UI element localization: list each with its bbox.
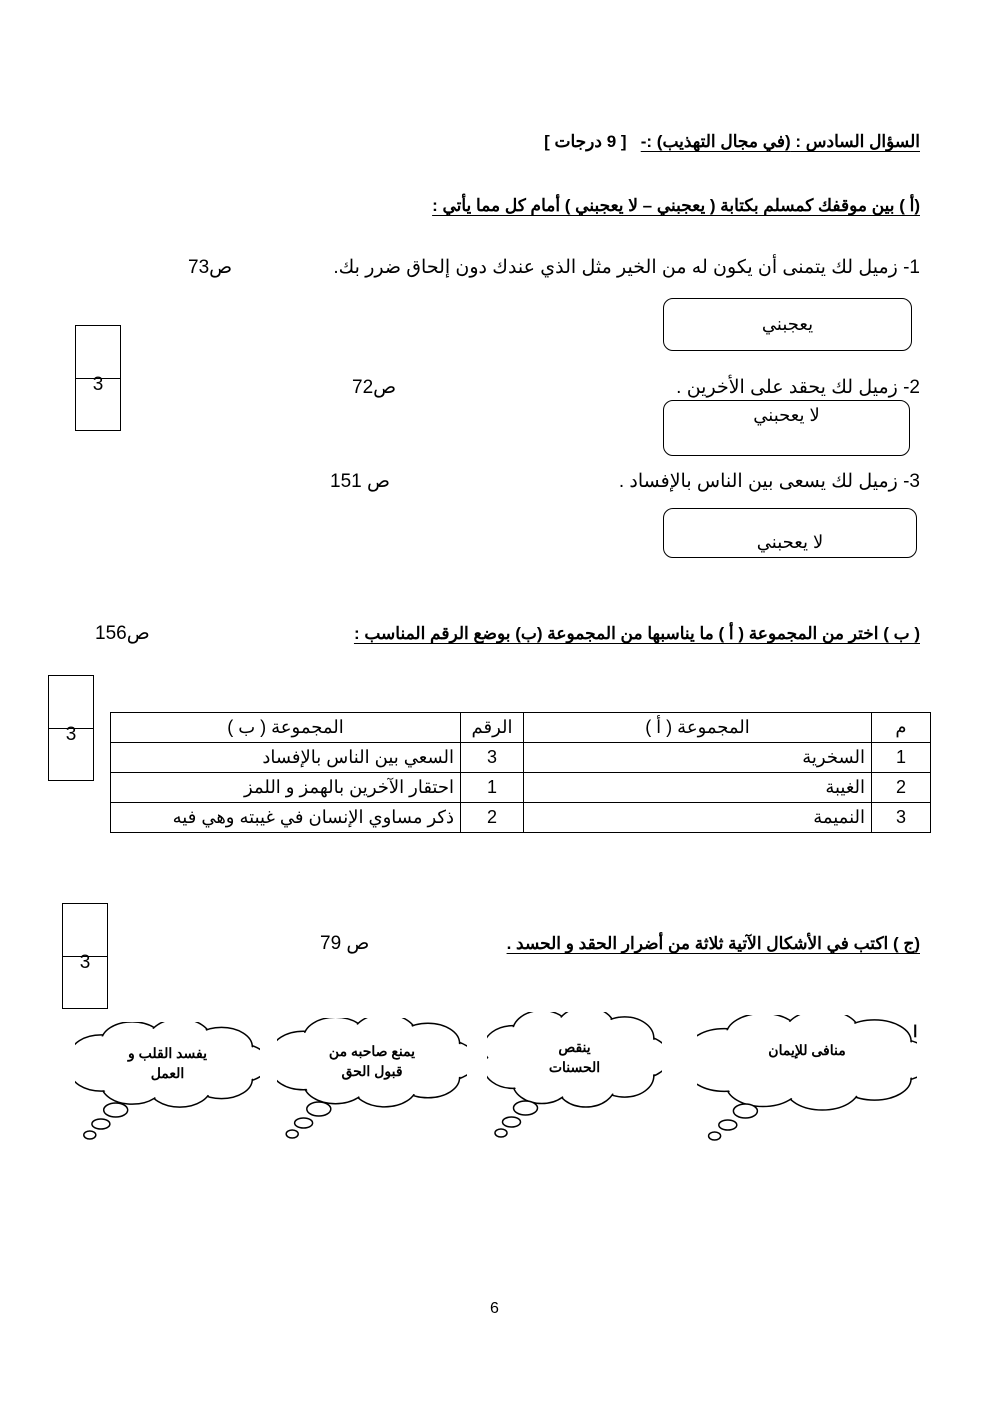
cloud-line-1: يفسد القلب و [128, 1045, 207, 1061]
header-group-a: المجموعة ( أ ) [524, 713, 872, 743]
page-number: 6 [490, 1300, 499, 1317]
cloud-line-1: منافى للإيمان [768, 1042, 846, 1058]
cloud-shape-icon [277, 1018, 467, 1143]
part-a-score-box [75, 325, 121, 431]
item-2-page: ص72 [352, 377, 397, 398]
part-c-instruction: (ج ) اكتب في الأشكال الآتية ثلاثة من أضرار الحقد و الحسد . [506, 934, 920, 953]
heading-prefix: السؤال السادس : [790, 132, 920, 151]
table-header-row [111, 713, 931, 743]
matching-table [110, 712, 931, 833]
part-b-instruction: ( ب ) اختر من المجموعة ( أ ) ما يناسبها من المجموعة (ب) بوضع الرقم المناسب : [353, 624, 920, 643]
part-c-page: ص 79 [320, 933, 370, 954]
header-number: م [872, 713, 931, 743]
thought-cloud[interactable] [487, 1012, 662, 1142]
cell: 2 [872, 773, 931, 803]
answer-cell[interactable]: 2 [461, 803, 524, 833]
header-group-b: المجموعة ( ب ) [111, 713, 461, 743]
score-value: 3 [92, 374, 104, 395]
cell: الغيبة [524, 773, 872, 803]
table-row [111, 743, 931, 773]
item-2-text: 2- زميل لك يحقد على الأخرين . [676, 377, 920, 398]
cloud-shape-icon [697, 1015, 917, 1145]
cloud-shape-icon [75, 1022, 260, 1144]
score-value: 3 [65, 724, 77, 745]
cloud-line-2: العمل [150, 1065, 185, 1081]
cloud-shape-icon [487, 1012, 662, 1142]
cloud-line-2: الحسنات [548, 1059, 601, 1075]
cell: السعي بين الناس بالإفساد [111, 743, 461, 773]
stray-letter: ا [913, 1024, 918, 1041]
item-1-page: ص73 [188, 257, 233, 278]
cell: ذكر مساوي الإنسان في غيبته وهي فيه [111, 803, 461, 833]
cloud-line-1: يمنع صاحبه من [328, 1042, 416, 1059]
table-row [111, 773, 931, 803]
item-1-answer-box[interactable]: يعجبني [663, 298, 912, 351]
table-row [111, 803, 931, 833]
thought-cloud[interactable] [75, 1022, 260, 1144]
cell: 3 [872, 803, 931, 833]
heading-marks: [ 9 درجات ] [544, 132, 627, 151]
cell: النميمة [524, 803, 872, 833]
answer-cell[interactable]: 3 [461, 743, 524, 773]
item-2-answer-box[interactable]: لا يعحبني [663, 400, 910, 456]
question-heading [544, 132, 920, 152]
item-3-page: ص 151 [330, 471, 390, 492]
thought-cloud[interactable] [277, 1018, 467, 1143]
header-answer-number: الرقم [461, 713, 524, 743]
heading-field: (في مجال التهذيب) :- [640, 132, 791, 151]
item-3-text: 3- زميل لك يسعى بين الناس بالإفساد . [618, 471, 920, 492]
answer-cell[interactable]: 1 [461, 773, 524, 803]
cell: 1 [872, 743, 931, 773]
part-b-score-box [48, 675, 94, 781]
part-c-score-box [62, 903, 108, 1009]
item-1-text: 1- زميل لك يتمنى أن يكون له من الخير مثل الذي عندك دون إلحاق ضرر بك. [333, 257, 920, 278]
score-value: 3 [79, 952, 91, 973]
cloud-line-1: ينقص [558, 1039, 591, 1055]
part-b-page: ص156 [95, 623, 150, 644]
item-3-answer-box[interactable]: لا يعحبني [663, 508, 917, 558]
cell: السخرية [524, 743, 872, 773]
cloud-line-2: قبول الحق [341, 1062, 403, 1079]
cell: احتقار الآخرين بالهمز و اللمز [111, 773, 461, 803]
part-a-instruction: (أ ) بين موقفك كمسلم بكتابة ( يعجبني – لا يعجبني ) أمام كل مما يأتي : [432, 196, 920, 215]
thought-cloud[interactable] [697, 1015, 917, 1145]
